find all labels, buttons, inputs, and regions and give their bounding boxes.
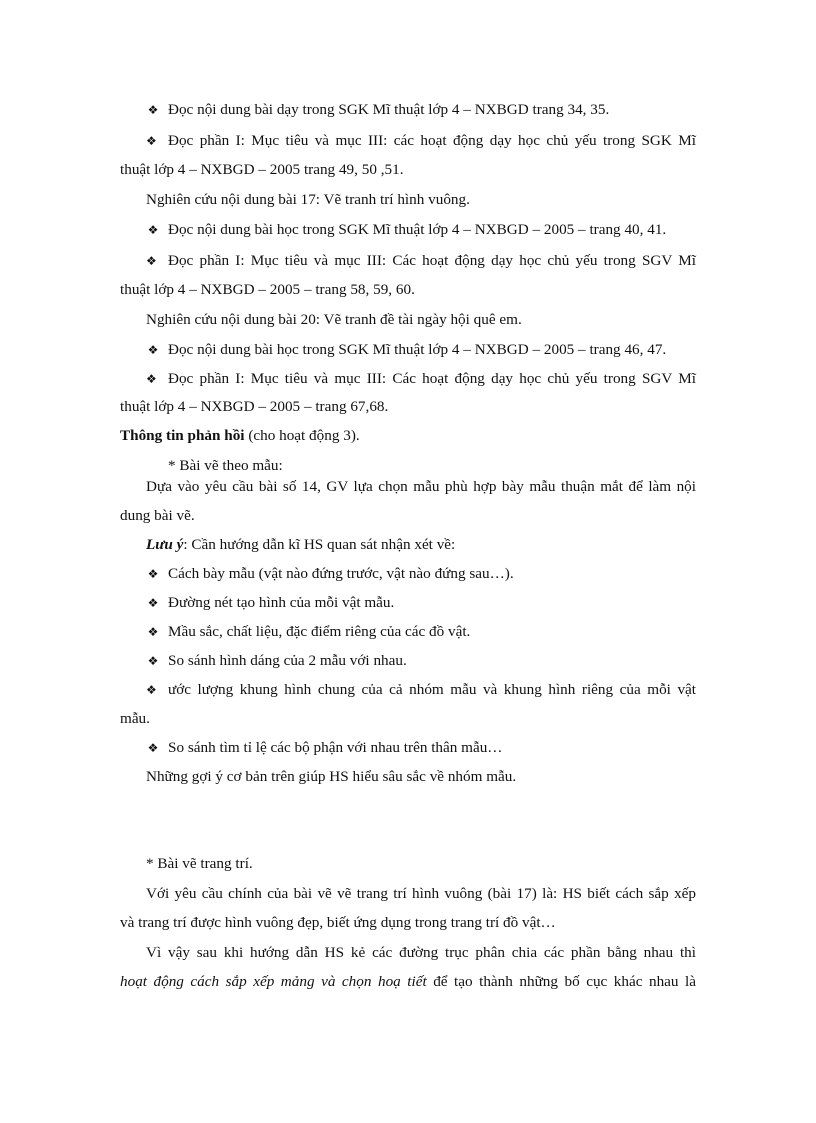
bullet-item <box>146 564 514 584</box>
diamond-bullet-icon: ❖ <box>147 625 159 639</box>
paragraph-line: hoạt động cách sắp xếp mảng và chọn hoạ tiết để tạo thành những bố cục khác nhau là <box>120 973 696 990</box>
paragraph-line: và trang trí được hình vuông đẹp, biết ứng dụng trong trang trí đồ vật… <box>120 914 556 931</box>
bullet-text: Mầu sắc, chất liệu, đặc điểm riêng của các đồ vật. <box>168 623 471 640</box>
bullet-item <box>146 131 696 151</box>
bullet-continuation: mẫu. <box>120 710 150 727</box>
bullet-text: Đường nét tạo hình của mỗi vật mẫu. <box>168 594 395 611</box>
bullet-text: So sánh hình dáng của 2 mẫu với nhau. <box>168 652 407 669</box>
bullet-item <box>146 251 696 271</box>
paragraph-line: Dựa vào yêu cầu bài số 14, GV lựa chọn mẫu phù hợp bày mẫu thuận mắt để làm nội <box>146 478 696 495</box>
diamond-bullet-icon: ❖ <box>147 567 159 581</box>
section-subheading: * Bài vẽ trang trí. <box>146 855 253 872</box>
feedback-heading: Thông tin phản hồi (cho hoạt động 3). <box>120 427 360 444</box>
diamond-bullet-icon: ❖ <box>146 134 157 148</box>
diamond-bullet-icon: ❖ <box>146 683 157 697</box>
bullet-item <box>146 622 470 642</box>
bullet-text: Đọc nội dung bài dạy trong SGK Mĩ thuật lớp 4 – NXBGD trang 34, 35. <box>168 101 610 118</box>
bullet-continuation: thuật lớp 4 – NXBGD – 2005 trang 49, 50 ,51. <box>120 161 404 178</box>
bullet-text: Đọc phần I: Mục tiêu và mục III: Các hoạt động dạy học chủ yếu trong SGV Mĩ <box>168 370 696 387</box>
bullet-text: Đọc nội dung bài học trong SGK Mĩ thuật lớp 4 – NXBGD – 2005 – trang 46, 47. <box>168 341 667 358</box>
paragraph-line: Nghiên cứu nội dung bài 17: Vẽ tranh trí hình vuông. <box>146 191 470 208</box>
bullet-text: Đọc phần I: Mục tiêu và mục III: Các hoạt động dạy học chủ yếu trong SGV Mĩ <box>168 252 696 269</box>
bullet-item <box>146 220 666 240</box>
diamond-bullet-icon: ❖ <box>147 343 159 357</box>
diamond-bullet-icon: ❖ <box>146 372 157 386</box>
bullet-text: Đọc phần I: Mục tiêu và mục III: các hoạt động dạy học chủ yếu trong SGK Mĩ <box>168 132 696 149</box>
section-subheading: * Bài vẽ theo mẫu: <box>168 457 283 474</box>
bullet-item <box>146 340 666 360</box>
diamond-bullet-icon: ❖ <box>147 103 159 117</box>
bullet-text: Đọc nội dung bài học trong SGK Mĩ thuật lớp 4 – NXBGD – 2005 – trang 40, 41. <box>168 221 667 238</box>
diamond-bullet-icon: ❖ <box>146 254 157 268</box>
paragraph-line: Vì vậy sau khi hướng dẫn HS kẻ các đường trục phân chia các phần bằng nhau thì <box>146 944 696 961</box>
diamond-bullet-icon: ❖ <box>147 654 159 668</box>
bullet-item <box>146 738 503 758</box>
bullet-item <box>146 651 407 671</box>
bullet-continuation: thuật lớp 4 – NXBGD – 2005 – trang 67,68. <box>120 398 389 415</box>
bullet-item <box>146 369 696 389</box>
paragraph-line: Với yêu cầu chính của bài vẽ vẽ trang trí hình vuông (bài 17) là: HS biết cách sắp xếp <box>146 885 696 902</box>
bullet-item <box>146 593 394 613</box>
paragraph-line: Những gợi ý cơ bản trên giúp HS hiểu sâu sắc về nhóm mẫu. <box>146 768 517 785</box>
bullet-text: ước lượng khung hình chung của cả nhóm mẫu và khung hình riêng của mỗi vật <box>168 681 696 698</box>
paragraph-line: Nghiên cứu nội dung bài 20: Vẽ tranh đề tài ngày hội quê em. <box>146 311 522 328</box>
note-line: Lưu ý: Cần hướng dẫn kĩ HS quan sát nhận xét về: <box>146 536 456 553</box>
bullet-item <box>146 100 609 120</box>
bullet-item <box>146 680 696 700</box>
bullet-text: So sánh tìm tỉ lệ các bộ phận với nhau trên thân mẫu… <box>168 739 503 756</box>
paragraph-line: dung bài vẽ. <box>120 507 195 524</box>
bullet-continuation: thuật lớp 4 – NXBGD – 2005 – trang 58, 59, 60. <box>120 281 415 298</box>
bullet-text: Cách bày mẫu (vật nào đứng trước, vật nào đứng sau…). <box>168 565 514 582</box>
diamond-bullet-icon: ❖ <box>147 223 159 237</box>
diamond-bullet-icon: ❖ <box>147 741 159 755</box>
diamond-bullet-icon: ❖ <box>147 596 159 610</box>
